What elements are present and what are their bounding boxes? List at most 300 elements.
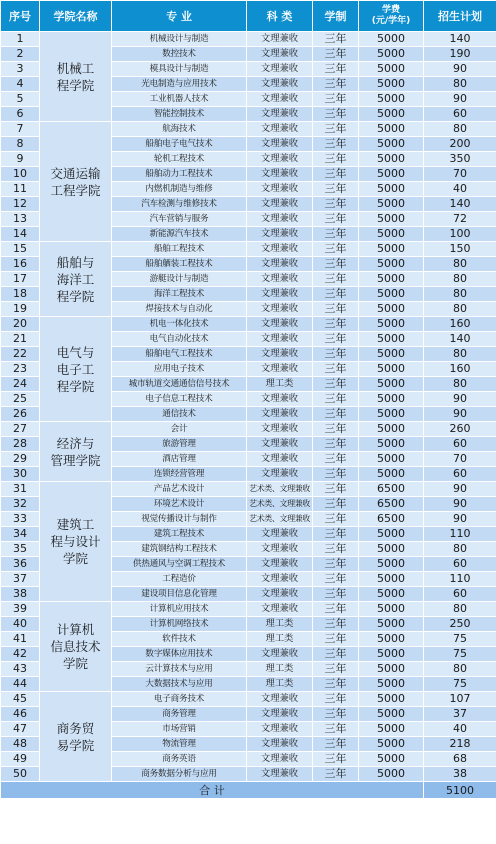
major-name: 会计 (112, 422, 247, 437)
college-name-line: 船舶与 (56, 254, 95, 270)
row-index: 42 (1, 647, 40, 662)
major-name: 机电一体化技术 (112, 317, 247, 332)
category: 文理兼收 (247, 197, 313, 212)
college-name-line: 学院 (62, 551, 88, 566)
category: 文理兼收 (247, 392, 313, 407)
duration: 三年 (313, 482, 359, 497)
tuition: 5000 (359, 242, 424, 257)
header-index: 序号 (1, 1, 40, 32)
duration: 三年 (313, 407, 359, 422)
category: 文理兼收 (247, 107, 313, 122)
quota: 200 (424, 137, 496, 152)
duration: 三年 (313, 32, 359, 47)
duration: 三年 (313, 62, 359, 77)
row-index: 33 (1, 512, 40, 527)
category: 文理兼收 (247, 317, 313, 332)
category: 文理兼收 (247, 602, 313, 617)
quota: 110 (424, 572, 496, 587)
tuition: 5000 (359, 557, 424, 572)
college-name-line: 管理学院 (50, 452, 101, 468)
quota: 37 (424, 707, 496, 722)
quota: 140 (424, 197, 496, 212)
row-index: 36 (1, 557, 40, 572)
college-name (40, 122, 112, 242)
tuition: 5000 (359, 677, 424, 692)
tuition: 5000 (359, 92, 424, 107)
tuition: 5000 (359, 632, 424, 647)
college-name-line: 商务贸 (56, 720, 95, 736)
row-index: 50 (1, 767, 40, 782)
quota: 110 (424, 527, 496, 542)
table-row (1, 602, 496, 617)
college-name-line: 建筑工 (56, 517, 95, 532)
tuition: 5000 (359, 662, 424, 677)
table-body (1, 32, 496, 782)
row-index: 46 (1, 707, 40, 722)
quota: 80 (424, 662, 496, 677)
quota: 90 (424, 482, 496, 497)
tuition: 5000 (359, 227, 424, 242)
category: 文理兼收 (247, 62, 313, 77)
college-name-line: 信息技术 (50, 639, 101, 654)
header-quota: 招生计划 (424, 1, 496, 32)
quota: 60 (424, 467, 496, 482)
quota: 107 (424, 692, 496, 707)
category: 文理兼收 (247, 227, 313, 242)
college-name-line: 工程学院 (50, 182, 101, 198)
table-row (1, 242, 496, 257)
category: 文理兼收 (247, 647, 313, 662)
major-name: 游艇设计与制造 (112, 272, 247, 287)
row-index: 19 (1, 302, 40, 317)
row-index: 29 (1, 452, 40, 467)
tuition: 5000 (359, 257, 424, 272)
category: 文理兼收 (247, 422, 313, 437)
row-index: 28 (1, 437, 40, 452)
college-name-line: 交通运输 (50, 165, 101, 181)
row-index: 24 (1, 377, 40, 392)
category: 文理兼收 (247, 752, 313, 767)
quota: 80 (424, 272, 496, 287)
row-index: 45 (1, 692, 40, 707)
header-major: 专 业 (112, 1, 247, 32)
major-name: 船舶动力工程技术 (112, 167, 247, 182)
category: 文理兼收 (247, 692, 313, 707)
quota: 75 (424, 632, 496, 647)
category: 文理兼收 (247, 302, 313, 317)
duration: 三年 (313, 692, 359, 707)
category: 文理兼收 (247, 152, 313, 167)
category: 文理兼收 (247, 467, 313, 482)
row-index: 6 (1, 107, 40, 122)
category: 文理兼收 (247, 332, 313, 347)
row-index: 9 (1, 152, 40, 167)
tuition: 5000 (359, 32, 424, 47)
duration: 三年 (313, 767, 359, 782)
total-label: 合 计 (1, 782, 424, 799)
row-index: 31 (1, 482, 40, 497)
tuition: 5000 (359, 542, 424, 557)
tuition: 5000 (359, 467, 424, 482)
tuition: 5000 (359, 302, 424, 317)
tuition: 6500 (359, 497, 424, 512)
tuition: 5000 (359, 752, 424, 767)
major-name: 海洋工程技术 (112, 287, 247, 302)
tuition: 5000 (359, 362, 424, 377)
quota: 140 (424, 32, 496, 47)
tuition: 5000 (359, 572, 424, 587)
duration: 三年 (313, 722, 359, 737)
college-name-line: 计算机 (56, 622, 95, 637)
row-index: 44 (1, 677, 40, 692)
category: 理工类 (247, 632, 313, 647)
duration: 三年 (313, 587, 359, 602)
duration: 三年 (313, 647, 359, 662)
quota: 80 (424, 122, 496, 137)
duration: 三年 (313, 572, 359, 587)
major-name: 物流管理 (112, 737, 247, 752)
row-index: 30 (1, 467, 40, 482)
major-name: 内燃机制造与维修 (112, 182, 247, 197)
tuition: 5000 (359, 317, 424, 332)
tuition: 5000 (359, 167, 424, 182)
row-index: 8 (1, 137, 40, 152)
duration: 三年 (313, 737, 359, 752)
college-name (40, 242, 112, 317)
tuition: 5000 (359, 452, 424, 467)
tuition: 5000 (359, 347, 424, 362)
duration: 三年 (313, 47, 359, 62)
major-name: 连锁经营管理 (112, 467, 247, 482)
major-name: 汽车营销与服务 (112, 212, 247, 227)
major-name: 汽车检测与维修技术 (112, 197, 247, 212)
tuition: 5000 (359, 407, 424, 422)
tuition: 5000 (359, 392, 424, 407)
major-name: 工程造价 (112, 572, 247, 587)
table-row (1, 317, 496, 332)
major-name: 云计算技术与应用 (112, 662, 247, 677)
quota: 60 (424, 587, 496, 602)
category: 艺术类、文理兼收 (247, 482, 313, 497)
category: 理工类 (247, 617, 313, 632)
quota: 90 (424, 392, 496, 407)
quota: 160 (424, 362, 496, 377)
major-name: 视觉传播设计与制作 (112, 512, 247, 527)
category: 文理兼收 (247, 137, 313, 152)
row-index: 15 (1, 242, 40, 257)
college-name-line: 学院 (62, 656, 88, 671)
major-name: 计算机网络技术 (112, 617, 247, 632)
major-name: 计算机应用技术 (112, 602, 247, 617)
major-name: 建筑工程技术 (112, 527, 247, 542)
header-tuition-line1: 学费 (381, 5, 400, 15)
category: 文理兼收 (247, 242, 313, 257)
row-index: 17 (1, 272, 40, 287)
duration: 三年 (313, 707, 359, 722)
tuition: 5000 (359, 47, 424, 62)
tuition: 6500 (359, 512, 424, 527)
category: 文理兼收 (247, 572, 313, 587)
table-row (1, 692, 496, 707)
category: 文理兼收 (247, 707, 313, 722)
row-index: 40 (1, 617, 40, 632)
row-index: 12 (1, 197, 40, 212)
major-name: 船舶工程技术 (112, 242, 247, 257)
duration: 三年 (313, 287, 359, 302)
college-name-line: 海洋工 (56, 271, 95, 287)
major-name: 产品艺术设计 (112, 482, 247, 497)
quota: 75 (424, 647, 496, 662)
major-name: 船舶电子电气技术 (112, 137, 247, 152)
college-name-line: 程学院 (56, 77, 95, 93)
major-name: 城市轨道交通通信信号技术 (112, 377, 247, 392)
major-name: 焊接技术与自动化 (112, 302, 247, 317)
major-name: 新能源汽车技术 (112, 227, 247, 242)
row-index: 1 (1, 32, 40, 47)
college-name (40, 482, 112, 602)
row-index: 37 (1, 572, 40, 587)
college-name-line: 程学院 (56, 288, 95, 304)
row-index: 32 (1, 497, 40, 512)
row-index: 11 (1, 182, 40, 197)
duration: 三年 (313, 662, 359, 677)
quota: 80 (424, 287, 496, 302)
category: 文理兼收 (247, 122, 313, 137)
row-index: 43 (1, 662, 40, 677)
row-index: 16 (1, 257, 40, 272)
quota: 80 (424, 602, 496, 617)
duration: 三年 (313, 137, 359, 152)
quota: 90 (424, 62, 496, 77)
duration: 三年 (313, 317, 359, 332)
duration: 三年 (313, 362, 359, 377)
category: 文理兼收 (247, 182, 313, 197)
row-index: 23 (1, 362, 40, 377)
college-name-line: 程与设计 (50, 534, 101, 549)
category: 理工类 (247, 377, 313, 392)
tuition: 5000 (359, 527, 424, 542)
tuition: 5000 (359, 602, 424, 617)
quota: 250 (424, 617, 496, 632)
major-name: 电气自动化技术 (112, 332, 247, 347)
table-row (1, 422, 496, 437)
major-name: 数控技术 (112, 47, 247, 62)
college-name-line: 电子工 (56, 361, 95, 377)
duration: 三年 (313, 182, 359, 197)
tuition: 5000 (359, 62, 424, 77)
quota: 90 (424, 407, 496, 422)
quota: 70 (424, 167, 496, 182)
major-name: 应用电子技术 (112, 362, 247, 377)
college-name-line: 经济与 (56, 435, 95, 451)
row-index: 14 (1, 227, 40, 242)
duration: 三年 (313, 512, 359, 527)
total-value: 5100 (424, 782, 496, 799)
duration: 三年 (313, 77, 359, 92)
tuition: 5000 (359, 107, 424, 122)
tuition: 5000 (359, 152, 424, 167)
duration: 三年 (313, 632, 359, 647)
category: 文理兼收 (247, 437, 313, 452)
tuition: 5000 (359, 722, 424, 737)
major-name: 环境艺术设计 (112, 497, 247, 512)
table-row (1, 482, 496, 497)
duration: 三年 (313, 392, 359, 407)
quota: 80 (424, 542, 496, 557)
college-name-line: 易学院 (56, 737, 95, 753)
quota: 80 (424, 302, 496, 317)
tuition: 5000 (359, 197, 424, 212)
college-name (40, 422, 112, 482)
college-name (40, 602, 112, 692)
duration: 三年 (313, 122, 359, 137)
row-index: 7 (1, 122, 40, 137)
major-name: 大数据技术与应用 (112, 677, 247, 692)
row-index: 5 (1, 92, 40, 107)
duration: 三年 (313, 437, 359, 452)
college-name (40, 32, 112, 122)
row-index: 47 (1, 722, 40, 737)
duration: 三年 (313, 617, 359, 632)
total-row (1, 782, 496, 799)
major-name: 商务数据分析与应用 (112, 767, 247, 782)
duration: 三年 (313, 677, 359, 692)
quota: 100 (424, 227, 496, 242)
tuition: 6500 (359, 482, 424, 497)
quota: 140 (424, 332, 496, 347)
category: 文理兼收 (247, 92, 313, 107)
duration: 三年 (313, 197, 359, 212)
tuition: 5000 (359, 182, 424, 197)
category: 文理兼收 (247, 32, 313, 47)
row-index: 22 (1, 347, 40, 362)
category: 文理兼收 (247, 587, 313, 602)
tuition: 5000 (359, 587, 424, 602)
duration: 三年 (313, 152, 359, 167)
major-name: 船舶电气工程技术 (112, 347, 247, 362)
category: 艺术类、文理兼收 (247, 497, 313, 512)
duration: 三年 (313, 242, 359, 257)
category: 文理兼收 (247, 407, 313, 422)
major-name: 船舶舾装工程技术 (112, 257, 247, 272)
quota: 90 (424, 92, 496, 107)
duration: 三年 (313, 452, 359, 467)
major-name: 模具设计与制造 (112, 62, 247, 77)
quota: 70 (424, 452, 496, 467)
duration: 三年 (313, 227, 359, 242)
major-name: 商务管理 (112, 707, 247, 722)
major-name: 航海技术 (112, 122, 247, 137)
category: 文理兼收 (247, 272, 313, 287)
tuition: 5000 (359, 707, 424, 722)
category: 文理兼收 (247, 347, 313, 362)
tuition: 5000 (359, 617, 424, 632)
category: 文理兼收 (247, 212, 313, 227)
category: 文理兼收 (247, 557, 313, 572)
quota: 260 (424, 422, 496, 437)
category: 文理兼收 (247, 737, 313, 752)
tuition: 5000 (359, 647, 424, 662)
row-index: 49 (1, 752, 40, 767)
quota: 72 (424, 212, 496, 227)
category: 艺术类、文理兼收 (247, 512, 313, 527)
row-index: 27 (1, 422, 40, 437)
major-name: 电子商务技术 (112, 692, 247, 707)
row-index: 34 (1, 527, 40, 542)
major-name: 酒店管理 (112, 452, 247, 467)
header-tuition-line2: (元/学年) (371, 16, 411, 26)
quota: 80 (424, 77, 496, 92)
major-name: 商务英语 (112, 752, 247, 767)
row-index: 41 (1, 632, 40, 647)
tuition: 5000 (359, 137, 424, 152)
college-name (40, 692, 112, 782)
quota: 80 (424, 257, 496, 272)
table-row (1, 122, 496, 137)
category: 文理兼收 (247, 542, 313, 557)
quota: 38 (424, 767, 496, 782)
major-name: 智能控制技术 (112, 107, 247, 122)
header-college: 学院名称 (40, 1, 112, 32)
duration: 三年 (313, 302, 359, 317)
duration: 三年 (313, 422, 359, 437)
major-name: 软件技术 (112, 632, 247, 647)
duration: 三年 (313, 377, 359, 392)
duration: 三年 (313, 347, 359, 362)
row-index: 10 (1, 167, 40, 182)
row-index: 25 (1, 392, 40, 407)
duration: 三年 (313, 332, 359, 347)
duration: 三年 (313, 167, 359, 182)
duration: 三年 (313, 542, 359, 557)
major-name: 电子信息工程技术 (112, 392, 247, 407)
category: 文理兼收 (247, 767, 313, 782)
category: 文理兼收 (247, 722, 313, 737)
quota: 218 (424, 737, 496, 752)
quota: 90 (424, 497, 496, 512)
tuition: 5000 (359, 272, 424, 287)
tuition: 5000 (359, 77, 424, 92)
major-name: 轮机工程技术 (112, 152, 247, 167)
header-tuition (359, 1, 424, 32)
quota: 190 (424, 47, 496, 62)
row-index: 38 (1, 587, 40, 602)
quota: 80 (424, 347, 496, 362)
header-duration: 学制 (313, 1, 359, 32)
major-name: 建筑钢结构工程技术 (112, 542, 247, 557)
category: 文理兼收 (247, 47, 313, 62)
college-name-line: 程学院 (56, 378, 95, 394)
duration: 三年 (313, 557, 359, 572)
quota: 40 (424, 722, 496, 737)
tuition: 5000 (359, 692, 424, 707)
quota: 60 (424, 437, 496, 452)
duration: 三年 (313, 527, 359, 542)
row-index: 35 (1, 542, 40, 557)
row-index: 18 (1, 287, 40, 302)
college-name-line: 机械工 (56, 60, 95, 76)
duration: 三年 (313, 212, 359, 227)
tuition: 5000 (359, 377, 424, 392)
quota: 80 (424, 377, 496, 392)
tuition: 5000 (359, 422, 424, 437)
major-name: 市场营销 (112, 722, 247, 737)
major-name: 工业机器人技术 (112, 92, 247, 107)
category: 文理兼收 (247, 77, 313, 92)
row-index: 13 (1, 212, 40, 227)
duration: 三年 (313, 602, 359, 617)
duration: 三年 (313, 272, 359, 287)
